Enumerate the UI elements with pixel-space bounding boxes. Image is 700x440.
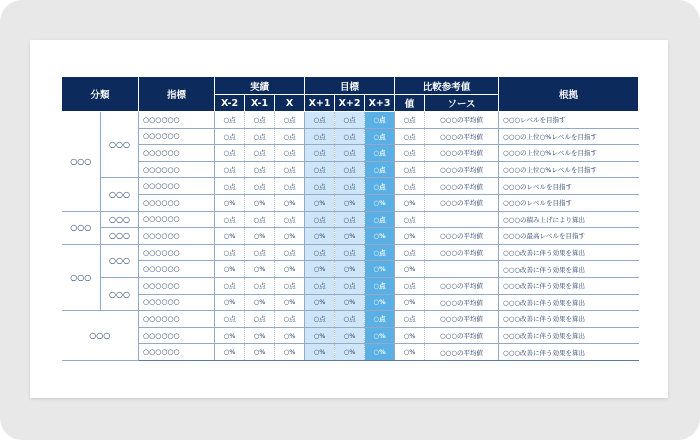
- header-value: 値: [395, 95, 425, 112]
- reference-source-cell: ○○○の平均値: [425, 178, 499, 195]
- reference-value-cell: ○点: [395, 112, 425, 129]
- indicator-cell: ○○○○○○: [139, 327, 215, 344]
- reference-source-cell: ○○○の平均値: [425, 244, 499, 261]
- indicator-cell: ○○○○○○: [139, 261, 215, 278]
- header-indicator: 指標: [139, 77, 215, 112]
- basis-cell: ○○○の積み上げにより算出: [499, 211, 639, 228]
- basis-cell: ○○○のレベルを目指す: [499, 194, 639, 211]
- target-x-plus-2-cell: ○点: [335, 277, 365, 294]
- actual-x-minus-2-cell: ○%: [215, 194, 245, 211]
- reference-value-cell: ○点: [395, 211, 425, 228]
- header-category: 分類: [62, 77, 139, 112]
- reference-value-cell: ○点: [395, 244, 425, 261]
- table-row: [62, 112, 639, 129]
- actual-x-cell: ○%: [275, 327, 305, 344]
- target-x-plus-2-cell: ○点: [335, 112, 365, 129]
- basis-cell: ○○○改善に伴う効果を算出: [499, 311, 639, 328]
- target-x-plus-3-cell: ○%: [365, 344, 395, 361]
- target-x-plus-1-cell: ○点: [305, 161, 335, 178]
- target-x-plus-2-cell: ○点: [335, 244, 365, 261]
- actual-x-minus-2-cell: ○%: [215, 228, 245, 245]
- actual-x-cell: ○%: [275, 261, 305, 278]
- actual-x-minus-2-cell: ○%: [215, 294, 245, 311]
- table-row: [62, 211, 639, 228]
- table-row: [62, 277, 639, 294]
- target-x-plus-1-cell: ○%: [305, 327, 335, 344]
- basis-cell: ○○○改善に伴う効果を算出: [499, 344, 639, 361]
- actual-x-minus-1-cell: ○%: [245, 294, 275, 311]
- subcategory-cell: ○○○: [101, 277, 139, 310]
- reference-source-cell: ○○○の平均値: [425, 112, 499, 129]
- target-x-plus-1-cell: ○点: [305, 244, 335, 261]
- reference-source-cell: ○○○の平均値: [425, 344, 499, 361]
- header-actual: 実績: [215, 77, 305, 95]
- reference-value-cell: ○%: [395, 194, 425, 211]
- basis-cell: ○○○の上位○%レベルを目指す: [499, 128, 639, 145]
- target-table: [61, 77, 639, 361]
- indicator-cell: ○○○○○○: [139, 294, 215, 311]
- actual-x-minus-1-cell: ○点: [245, 277, 275, 294]
- reference-source-cell: ○○○の平均値: [425, 128, 499, 145]
- basis-cell: ○○○改善に伴う効果を算出: [499, 294, 639, 311]
- actual-x-cell: ○%: [275, 294, 305, 311]
- actual-x-cell: ○点: [275, 161, 305, 178]
- reference-source-cell: ○○○の平均値: [425, 277, 499, 294]
- reference-value-cell: ○%: [395, 261, 425, 278]
- header-basis: 根拠: [499, 77, 639, 112]
- target-x-plus-3-cell: ○%: [365, 194, 395, 211]
- reference-source-cell: ○○○の平均値: [425, 327, 499, 344]
- actual-x-minus-2-cell: ○点: [215, 244, 245, 261]
- actual-x-minus-2-cell: ○%: [215, 344, 245, 361]
- indicator-cell: ○○○○○○: [139, 128, 215, 145]
- indicator-cell: ○○○○○○: [139, 277, 215, 294]
- target-x-plus-2-cell: ○%: [335, 194, 365, 211]
- table-row: [62, 145, 639, 162]
- indicator-cell: ○○○○○○: [139, 311, 215, 328]
- target-x-plus-3-cell: ○%: [365, 327, 395, 344]
- target-x-plus-3-cell: ○%: [365, 261, 395, 278]
- target-x-plus-3-cell: ○点: [365, 311, 395, 328]
- header-reference: 比較参考値: [395, 77, 499, 95]
- target-x-plus-1-cell: ○点: [305, 277, 335, 294]
- actual-x-minus-2-cell: ○点: [215, 161, 245, 178]
- actual-x-cell: ○点: [275, 277, 305, 294]
- indicator-cell: ○○○○○○: [139, 244, 215, 261]
- actual-x-minus-2-cell: ○点: [215, 145, 245, 162]
- target-x-plus-1-cell: ○点: [305, 128, 335, 145]
- actual-x-minus-2-cell: ○点: [215, 277, 245, 294]
- category-cell: ○○○: [62, 311, 139, 361]
- target-x-plus-1-cell: ○点: [305, 145, 335, 162]
- reference-value-cell: ○点: [395, 178, 425, 195]
- reference-value-cell: ○点: [395, 161, 425, 178]
- header-x-plus-2: X+2: [335, 95, 365, 112]
- reference-value-cell: ○点: [395, 277, 425, 294]
- target-x-plus-3-cell: ○点: [365, 277, 395, 294]
- table-body: [62, 112, 639, 361]
- basis-cell: ○○○改善に伴う効果を算出: [499, 261, 639, 278]
- table-row: [62, 344, 639, 361]
- reference-value-cell: ○点: [395, 145, 425, 162]
- actual-x-minus-2-cell: ○%: [215, 327, 245, 344]
- actual-x-cell: ○点: [275, 244, 305, 261]
- reference-source-cell: ○○○の平均値: [425, 228, 499, 245]
- actual-x-minus-1-cell: ○点: [245, 244, 275, 261]
- header-x: X: [275, 95, 305, 112]
- actual-x-minus-2-cell: ○%: [215, 261, 245, 278]
- actual-x-cell: ○点: [275, 311, 305, 328]
- target-x-plus-1-cell: ○%: [305, 294, 335, 311]
- actual-x-minus-1-cell: ○点: [245, 145, 275, 162]
- table-row: [62, 161, 639, 178]
- indicator-cell: ○○○○○○: [139, 178, 215, 195]
- target-x-plus-3-cell: ○点: [365, 112, 395, 129]
- actual-x-minus-1-cell: ○%: [245, 228, 275, 245]
- actual-x-minus-1-cell: ○点: [245, 311, 275, 328]
- actual-x-cell: ○点: [275, 128, 305, 145]
- actual-x-minus-1-cell: ○点: [245, 178, 275, 195]
- actual-x-minus-1-cell: ○%: [245, 194, 275, 211]
- reference-value-cell: ○%: [395, 327, 425, 344]
- header-source: ソース: [425, 95, 499, 112]
- basis-cell: ○○○のレベルを目指す: [499, 178, 639, 195]
- reference-source-cell: ○○○の平均値: [425, 311, 499, 328]
- table-row: [62, 294, 639, 311]
- actual-x-minus-1-cell: ○%: [245, 327, 275, 344]
- target-x-plus-1-cell: ○点: [305, 211, 335, 228]
- indicator-cell: ○○○○○○: [139, 112, 215, 129]
- table-row: [62, 178, 639, 195]
- basis-cell: ○○○の上位○%レベルを目指す: [499, 145, 639, 162]
- reference-value-cell: ○%: [395, 344, 425, 361]
- target-x-plus-3-cell: ○点: [365, 211, 395, 228]
- reference-value-cell: ○点: [395, 128, 425, 145]
- actual-x-minus-1-cell: ○点: [245, 211, 275, 228]
- basis-cell: ○○○レベルを目指す: [499, 112, 639, 129]
- target-x-plus-3-cell: ○点: [365, 128, 395, 145]
- slide-card: [30, 40, 668, 398]
- category-cell: ○○○: [62, 112, 101, 212]
- target-x-plus-1-cell: ○%: [305, 261, 335, 278]
- target-x-plus-3-cell: ○%: [365, 228, 395, 245]
- category-cell: ○○○: [62, 211, 101, 244]
- target-x-plus-1-cell: ○%: [305, 344, 335, 361]
- actual-x-minus-2-cell: ○点: [215, 211, 245, 228]
- actual-x-minus-1-cell: ○%: [245, 344, 275, 361]
- target-x-plus-3-cell: ○点: [365, 145, 395, 162]
- target-x-plus-3-cell: ○点: [365, 161, 395, 178]
- indicator-cell: ○○○○○○: [139, 161, 215, 178]
- table-row: [62, 244, 639, 261]
- subcategory-cell: ○○○: [101, 211, 139, 228]
- actual-x-cell: ○点: [275, 178, 305, 195]
- target-x-plus-1-cell: ○点: [305, 178, 335, 195]
- target-x-plus-1-cell: ○%: [305, 228, 335, 245]
- reference-source-cell: ○○○の平均値: [425, 194, 499, 211]
- actual-x-minus-2-cell: ○点: [215, 128, 245, 145]
- target-x-plus-2-cell: ○%: [335, 327, 365, 344]
- basis-cell: ○○○改善に伴う効果を算出: [499, 327, 639, 344]
- actual-x-minus-2-cell: ○点: [215, 112, 245, 129]
- target-x-plus-1-cell: ○点: [305, 311, 335, 328]
- table-row: [62, 128, 639, 145]
- indicator-cell: ○○○○○○: [139, 211, 215, 228]
- reference-source-cell: ○○○の平均値: [425, 145, 499, 162]
- indicator-cell: ○○○○○○: [139, 228, 215, 245]
- actual-x-minus-2-cell: ○点: [215, 178, 245, 195]
- target-x-plus-2-cell: ○%: [335, 294, 365, 311]
- actual-x-cell: ○点: [275, 112, 305, 129]
- header-x-plus-1: X+1: [305, 95, 335, 112]
- table-row: [62, 228, 639, 245]
- header-x-plus-3: X+3: [365, 95, 395, 112]
- table-row: [62, 194, 639, 211]
- actual-x-minus-1-cell: ○点: [245, 161, 275, 178]
- actual-x-cell: ○点: [275, 211, 305, 228]
- reference-source-cell: ○○○の平均値: [425, 161, 499, 178]
- basis-cell: ○○○の最高レベルを目指す: [499, 228, 639, 245]
- actual-x-minus-1-cell: ○%: [245, 261, 275, 278]
- subcategory-cell: ○○○: [101, 178, 139, 211]
- target-x-plus-2-cell: ○点: [335, 178, 365, 195]
- target-x-plus-3-cell: ○点: [365, 178, 395, 195]
- actual-x-minus-1-cell: ○点: [245, 128, 275, 145]
- table-row: [62, 311, 639, 328]
- subcategory-cell: ○○○: [101, 228, 139, 245]
- actual-x-cell: ○点: [275, 145, 305, 162]
- subcategory-cell: ○○○: [101, 112, 139, 178]
- target-x-plus-2-cell: ○%: [335, 344, 365, 361]
- table-row: [62, 327, 639, 344]
- category-cell: ○○○: [62, 244, 101, 310]
- reference-value-cell: ○%: [395, 228, 425, 245]
- indicator-cell: ○○○○○○: [139, 344, 215, 361]
- target-x-plus-2-cell: ○点: [335, 128, 365, 145]
- target-x-plus-2-cell: ○点: [335, 161, 365, 178]
- subcategory-cell: ○○○: [101, 244, 139, 277]
- header-target: 目標: [305, 77, 395, 95]
- target-x-plus-2-cell: ○点: [335, 211, 365, 228]
- target-x-plus-2-cell: ○点: [335, 311, 365, 328]
- target-x-plus-2-cell: ○%: [335, 228, 365, 245]
- actual-x-cell: ○%: [275, 228, 305, 245]
- target-x-plus-3-cell: ○点: [365, 244, 395, 261]
- reference-value-cell: ○点: [395, 311, 425, 328]
- target-x-plus-2-cell: ○点: [335, 145, 365, 162]
- actual-x-minus-1-cell: ○点: [245, 112, 275, 129]
- table-row: [62, 261, 639, 278]
- indicator-cell: ○○○○○○: [139, 145, 215, 162]
- target-x-plus-1-cell: ○点: [305, 112, 335, 129]
- actual-x-cell: ○%: [275, 194, 305, 211]
- target-x-plus-1-cell: ○%: [305, 194, 335, 211]
- reference-source-cell: ○○○の平均値: [425, 294, 499, 311]
- reference-value-cell: ○%: [395, 294, 425, 311]
- target-x-plus-2-cell: ○%: [335, 261, 365, 278]
- header-x-minus-1: X-1: [245, 95, 275, 112]
- actual-x-minus-2-cell: ○点: [215, 311, 245, 328]
- basis-cell: ○○○改善に伴う効果を算出: [499, 277, 639, 294]
- reference-source-cell: [425, 211, 499, 228]
- header-x-minus-2: X-2: [215, 95, 245, 112]
- target-x-plus-3-cell: ○%: [365, 294, 395, 311]
- indicator-cell: ○○○○○○: [139, 194, 215, 211]
- reference-source-cell: [425, 261, 499, 278]
- basis-cell: ○○○改善に伴う効果を算出: [499, 244, 639, 261]
- basis-cell: ○○○の上位○%レベルを目指す: [499, 161, 639, 178]
- actual-x-cell: ○%: [275, 344, 305, 361]
